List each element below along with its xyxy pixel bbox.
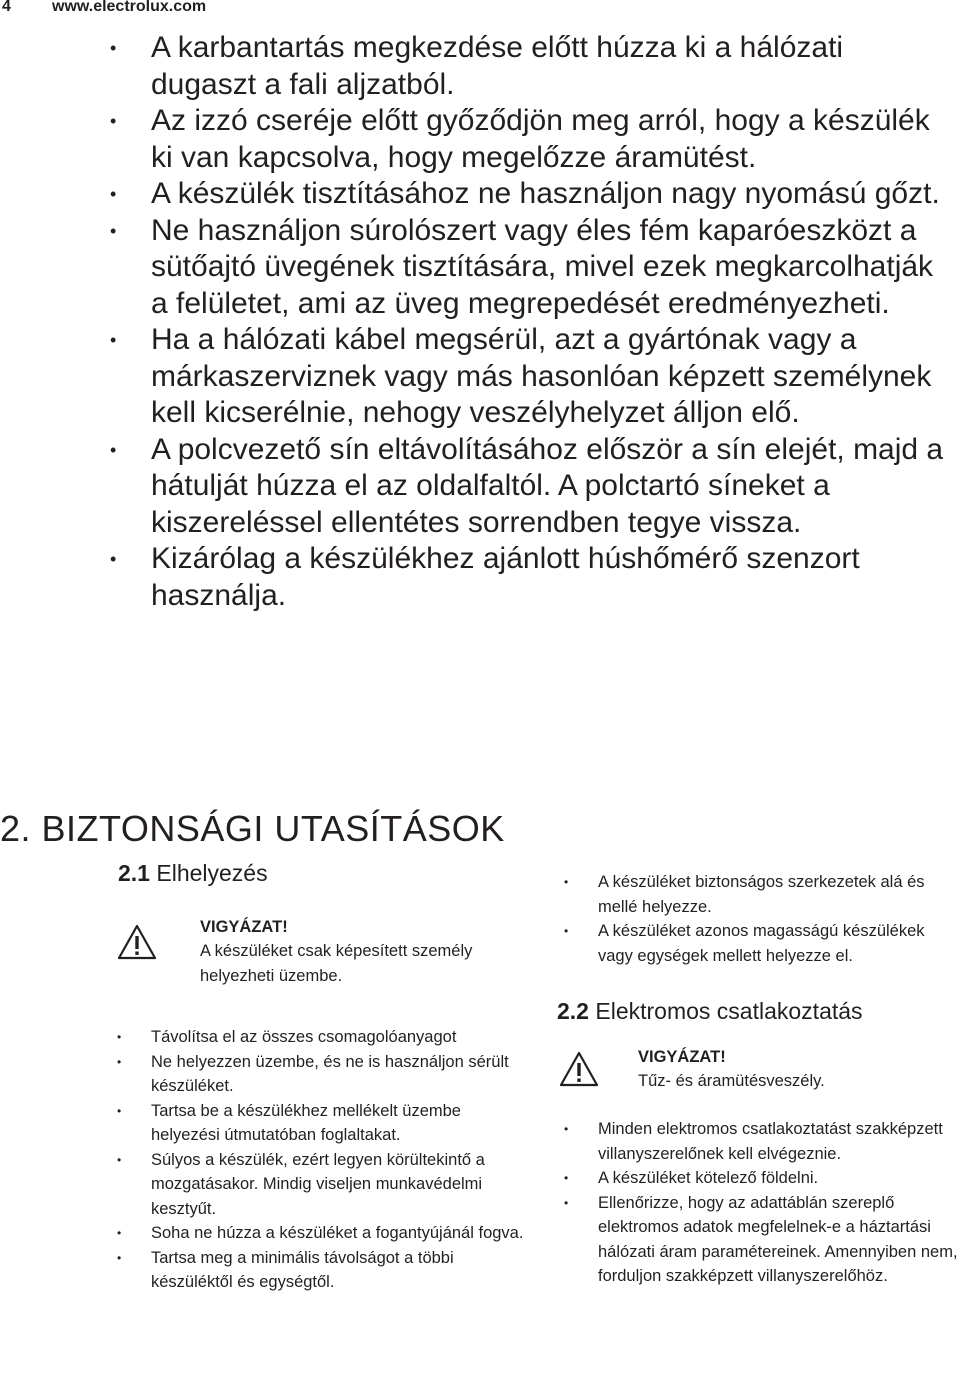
installation-list-continued [557, 870, 960, 968]
list-item: • Tartsa meg a minimális távolságot a többi készüléktől és egységtől. [110, 1246, 530, 1295]
list-item: • Ellenőrizze, hogy az adattáblán szereplő elektromos adatok megfelelnek-e a háztartási hálózati áram paramétereinek. Amennyiben nem, forduljon szakképzett villanyszerelőhöz. [557, 1191, 960, 1289]
list-item: • A polcvezető sín eltávolításához először a sín elejét, majd a hátulját húzza el az oldalfaltól. A polctartó síneket a kiszereléssel ellentétes sorrendben tegye vissza. [110, 432, 950, 542]
list-item: • A karbantartás megkezdése előtt húzza ki a hálózati dugaszt a fali aljzatból. [110, 30, 950, 103]
subsection-heading-electrical [557, 998, 960, 1025]
subsection-title: Elhelyezés [156, 860, 268, 886]
warning-icon [117, 924, 157, 960]
list-item: • Ne helyezzen üzembe, és ne is használjon sérült készüléket. [110, 1050, 530, 1099]
section-title: 2. BIZTONSÁGI UTASÍTÁSOK [0, 808, 505, 849]
website-url: www.electrolux.com [52, 0, 207, 15]
warning-title: VIGYÁZAT! [638, 1048, 726, 1066]
warning-icon [559, 1051, 599, 1087]
left-column [110, 860, 530, 1295]
right-column [557, 870, 960, 1289]
subsection-heading-installation [118, 860, 530, 887]
list-item: • A készüléket kötelező földelni. [557, 1166, 960, 1191]
maintenance-safety-list [110, 30, 950, 614]
warning-title: VIGYÁZAT! [200, 918, 288, 936]
list-item: • Távolítsa el az összes csomagolóanyagot [110, 1025, 530, 1050]
warning-text: A készüléket csak képesített személy helyezheti üzembe. [200, 942, 473, 985]
warning-box [110, 915, 530, 991]
list-item: • A készüléket biztonságos szerkezetek alá és mellé helyezze. [557, 870, 960, 919]
electrical-list [557, 1117, 960, 1289]
warning-text: Tűz- és áramütésveszély. [638, 1072, 825, 1090]
warning-box [557, 1045, 960, 1097]
list-item: • Minden elektromos csatlakoztatást szakképzett villanyszerelőnek kell elvégeznie. [557, 1117, 960, 1166]
list-item: • Az izzó cseréje előtt győződjön meg arról, hogy a készülék ki van kapcsolva, hogy megelőzze áramütést. [110, 103, 950, 176]
list-item: • Soha ne húzza a készüléket a fogantyújánál fogva. [110, 1221, 530, 1246]
installation-list [110, 1025, 530, 1295]
page-number: 4 [2, 0, 11, 15]
subsection-title: Elektromos csatlakoztatás [595, 998, 863, 1024]
subsection-number: 2.1 [118, 860, 150, 886]
subsection-number: 2.2 [557, 998, 589, 1024]
list-item: • Tartsa be a készülékhez mellékelt üzembe helyezési útmutatóban foglaltakat. [110, 1099, 530, 1148]
list-item: • Ha a hálózati kábel megsérül, azt a gyártónak vagy a márkaszerviznek vagy más hasonlóan képzett személynek kell kicserélnie, nehogy veszélyhelyzet álljon elő. [110, 322, 950, 432]
list-item: • Súlyos a készülék, ezért legyen körültekintő a mozgatásakor. Mindig viseljen munkavédelmi kesztyűt. [110, 1148, 530, 1222]
list-item: • A készüléket azonos magasságú készülékek vagy egységek mellett helyezze el. [557, 919, 960, 968]
list-item: • Kizárólag a készülékhez ajánlott húshőmérő szenzort használja. [110, 541, 950, 614]
list-item: • Ne használjon súrolószert vagy éles fém kaparóeszközt a sütőajtó üvegének tisztítására, mivel ezek megkarcolhatják a felületet, ami az üveg megrepedését eredményezheti. [110, 213, 950, 323]
list-item: • A készülék tisztításához ne használjon nagy nyomású gőzt. [110, 176, 950, 213]
page-header [2, 0, 206, 16]
